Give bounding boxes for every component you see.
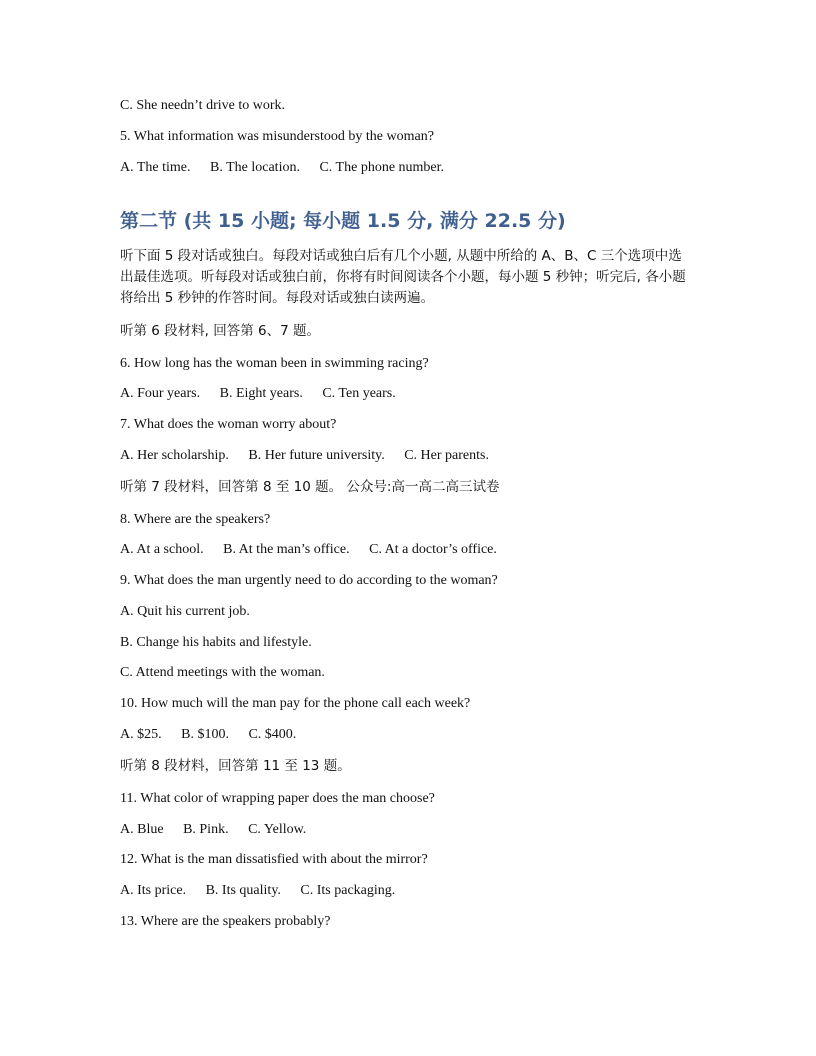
q12-options — [120, 882, 395, 900]
material-6-label: 听第 6 段材料, 回答第 6、7 题。 — [120, 323, 321, 339]
q11-option-c: C. Yellow. — [248, 822, 307, 837]
q11-option-b: B. Pink. — [183, 822, 229, 837]
q11-options — [120, 821, 306, 839]
q10-options — [120, 726, 296, 744]
q7-option-a: A. Her scholarship. — [120, 448, 229, 463]
q8-option-c: C. At a doctor’s office. — [369, 542, 497, 557]
q4-option-c: C. She needn’t drive to work. — [120, 98, 285, 113]
q12-option-b: B. Its quality. — [205, 883, 281, 898]
q10-option-a: A. $25. — [120, 727, 162, 742]
q11-option-a: A. Blue — [120, 822, 164, 837]
q5-option-b: B. The location. — [210, 160, 300, 175]
q6-option-b: B. Eight years. — [219, 386, 303, 401]
q5-options — [120, 159, 444, 177]
q5-option-a: A. The time. — [120, 160, 191, 175]
q7-option-c: C. Her parents. — [404, 448, 489, 463]
q8-options — [120, 541, 497, 559]
q9-question: 9. What does the man urgently need to do according to the woman? — [120, 573, 498, 588]
q9-option-a: A. Quit his current job. — [120, 604, 250, 619]
q7-question: 7. What does the woman worry about? — [120, 417, 337, 432]
q10-option-c: C. $400. — [248, 727, 297, 742]
q5-question: 5. What information was misunderstood by the woman? — [120, 129, 434, 144]
q7-options — [120, 447, 489, 465]
q6-question: 6. How long has the woman been in swimming racing? — [120, 356, 429, 371]
q12-option-a: A. Its price. — [120, 883, 187, 898]
q10-question: 10. How much will the man pay for the phone call each week? — [120, 696, 471, 711]
material-7-label: 听第 7 段材料，回答第 8 至 10 题。 公众号:高一高二高三试卷 — [120, 479, 500, 495]
material-8-label: 听第 8 段材料，回答第 11 至 13 题。 — [120, 758, 351, 774]
q6-option-c: C. Ten years. — [322, 386, 396, 401]
q5-option-c: C. The phone number. — [319, 160, 445, 175]
q11-question: 11. What color of wrapping paper does the man choose? — [120, 791, 435, 806]
q12-question: 12. What is the man dissatisfied with about the mirror? — [120, 852, 428, 867]
q13-question: 13. Where are the speakers probably? — [120, 914, 331, 929]
q10-option-b: B. $100. — [181, 727, 229, 742]
section-2-instructions: 听下面 5 段对话或独白。每段对话或独白后有几个小题, 从题中所给的 A、B、C 三个选项中选出最佳选项。听每段对话或独白前，你将有时间阅读各个小题，每小题 5 秒钟；听完后, 各小题将给出 5 秒钟的作答时间。每段对话或独白读两遍。 — [120, 248, 686, 306]
q6-option-a: A. Four years. — [120, 386, 201, 401]
q6-options — [120, 385, 396, 403]
q8-option-a: A. At a school. — [120, 542, 204, 557]
q9-option-b: B. Change his habits and lifestyle. — [120, 635, 312, 650]
q8-question: 8. Where are the speakers? — [120, 512, 271, 527]
q12-option-c: C. Its packaging. — [300, 883, 396, 898]
q8-option-b: B. At the man’s office. — [223, 542, 350, 557]
section-2-heading: 第二节 (共 15 小题; 每小题 1.5 分, 满分 22.5 分) — [120, 210, 566, 232]
q7-option-b: B. Her future university. — [248, 448, 385, 463]
q9-option-c: C. Attend meetings with the woman. — [120, 665, 325, 680]
